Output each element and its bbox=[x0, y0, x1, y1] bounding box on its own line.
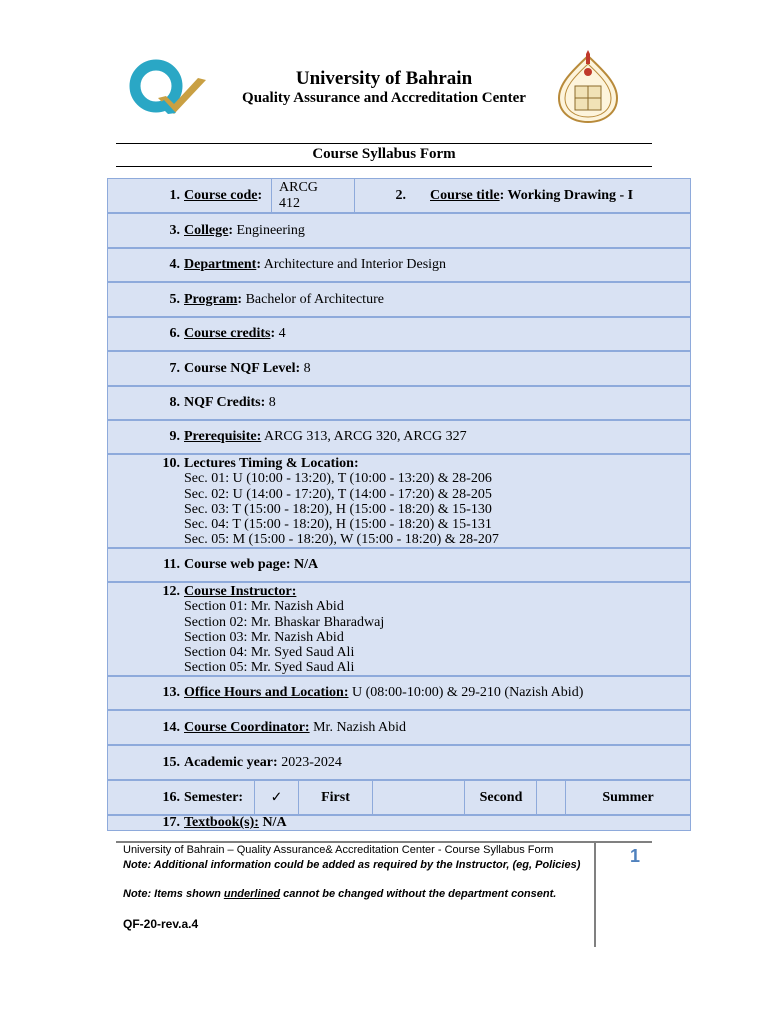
row-department: 4. Department: Architecture and Interior Design bbox=[107, 248, 691, 282]
college-label: College bbox=[184, 222, 229, 238]
university-name: University of Bahrain bbox=[295, 68, 473, 89]
row-office-hours: 13. Office Hours and Location: U (08:00-10:00) & 29-210 (Nazish Abid) bbox=[107, 676, 691, 710]
prerequisite-label: Prerequisite: bbox=[184, 429, 262, 444]
row-college: 3. College: Engineering bbox=[107, 213, 691, 248]
semester-label: Semester: bbox=[184, 789, 244, 805]
semester-summer-checkbox[interactable] bbox=[536, 781, 566, 814]
row-credits: 6. Course credits: 4 bbox=[107, 317, 691, 351]
row-semester: 16. Semester: ✓ First Second Summer bbox=[107, 780, 691, 815]
page-number: 1 bbox=[630, 846, 641, 866]
instructor-line: Section 05: Mr. Syed Saud Ali bbox=[184, 660, 355, 676]
row-number: 2. bbox=[395, 187, 406, 203]
center-name: Quality Assurance and Accreditation Center bbox=[242, 90, 526, 106]
instructor-label: Course Instructor: bbox=[184, 584, 297, 599]
title-top-rule bbox=[116, 143, 652, 144]
nqf-credits-value: 8 bbox=[265, 395, 276, 410]
title-bottom-rule bbox=[116, 166, 652, 167]
semester-summer-label: Summer bbox=[602, 789, 654, 805]
textbook-label: Textbook(s): bbox=[184, 815, 259, 830]
row-web-page: 11. Course web page: N/A bbox=[107, 548, 691, 582]
row-nqf-credits: 8. NQF Credits: 8 bbox=[107, 386, 691, 420]
instructor-line: Section 01: Mr. Nazish Abid bbox=[184, 599, 344, 615]
footer-rule bbox=[116, 841, 652, 843]
nqf-level-value: 8 bbox=[300, 360, 311, 376]
academic-year-label: Academic year: bbox=[184, 754, 278, 770]
row-academic-year: 15. Academic year: 2023-2024 bbox=[107, 745, 691, 780]
program-value: Bachelor of Architecture bbox=[242, 291, 384, 307]
instructor-line: Section 03: Mr. Nazish Abid bbox=[184, 629, 344, 645]
department-value: Architecture and Interior Design bbox=[260, 257, 447, 272]
footer-title: University of Bahrain – Quality Assurance& Accreditation Center - Course Syllabus Form bbox=[123, 844, 554, 856]
check-icon: ✓ bbox=[270, 790, 283, 805]
row-instructor: 12. Course Instructor: Section 01: Mr. Nazish Abid Section 02: Mr. Bhaskar Bharadwaj Section 03: Mr. Nazish Abid Section 04: Mr. Syed Saud Ali Section 05: Mr. Syed Saud Ali bbox=[107, 582, 691, 676]
footer-divider bbox=[594, 841, 596, 947]
row-lecture-timing: 10. Lectures Timing & Location: Sec. 01: U (10:00 - 13:20), T (10:00 - 13:20) & 28-206 Sec. 02: U (14:00 - 17:20), T (14:00 - 17:20) & 28-205 Sec. 03: T (15:00 - 18:20), H (15:00 - 18:20) & 15-130 Sec. 04: T (15:00 - 18:20), H (15:00 - 18:20) & 15-131 Sec. 05: M (15:00 - 18:20), W (15:00 - 18:20) & 28-207 bbox=[107, 454, 691, 548]
row-program: 5. Program: Bachelor of Architecture bbox=[107, 282, 691, 317]
nqf-credits-label: NQF Credits: bbox=[184, 395, 266, 410]
semester-first-checkbox[interactable] bbox=[254, 781, 298, 814]
instructor-line: Section 02: Mr. Bhaskar Bharadwaj bbox=[184, 614, 385, 630]
timing-label: Lectures Timing & Location: bbox=[184, 456, 359, 471]
row-number: 1. bbox=[169, 187, 180, 203]
academic-year-value: 2023-2024 bbox=[277, 754, 342, 770]
instructor-line: Section 04: Mr. Syed Saud Ali bbox=[184, 645, 355, 661]
department-label: Department bbox=[184, 257, 257, 272]
form-code: QF-20-rev.a.4 bbox=[123, 917, 199, 931]
prerequisite-value: ARCG 313, ARCG 320, ARCG 327 bbox=[261, 429, 467, 444]
timing-line: Sec. 01: U (10:00 - 13:20), T (10:00 - 13:20) & 28-206 bbox=[184, 471, 492, 487]
row-nqf-level: 7. Course NQF Level: 8 bbox=[107, 351, 691, 386]
program-label: Program bbox=[184, 291, 238, 307]
row-course-code-title: 1. Course code: ARCG 412 2. Course title: Working Drawing - I bbox=[107, 178, 691, 213]
coordinator-value: Mr. Nazish Abid bbox=[309, 719, 407, 735]
web-page-label: Course web page: N/A bbox=[184, 557, 319, 572]
office-hours-label: Office Hours and Location: bbox=[184, 685, 349, 700]
footer-note-1: Note: Additional information could be added as required by the Instructor, (eg, Policies) bbox=[123, 859, 581, 871]
nqf-level-label: Course NQF Level: bbox=[184, 360, 301, 376]
credits-value: 4 bbox=[275, 326, 286, 341]
office-hours-value: U (08:00-10:00) & 29-210 (Nazish Abid) bbox=[348, 685, 584, 700]
course-title-label: Course title bbox=[430, 187, 500, 203]
timing-line: Sec. 04: T (15:00 - 18:20), H (15:00 - 18:20) & 15-131 bbox=[184, 517, 492, 533]
semester-second-label: Second bbox=[479, 789, 523, 805]
timing-line: Sec. 03: T (15:00 - 18:20), H (15:00 - 18:20) & 15-130 bbox=[184, 501, 492, 517]
footer-note-2: Note: Items shown underlined cannot be changed without the department consent. bbox=[123, 888, 557, 900]
form-title: Course Syllabus Form bbox=[312, 146, 456, 162]
course-title-value: : Working Drawing - I bbox=[499, 187, 634, 203]
textbook-value: N/A bbox=[258, 815, 287, 830]
row-textbook: 17. Textbook(s): N/A bbox=[107, 815, 691, 831]
course-code-label: Course code bbox=[184, 187, 258, 203]
semester-second-checkbox[interactable] bbox=[372, 781, 464, 814]
timing-line: Sec. 02: U (14:00 - 17:20), T (14:00 - 17:20) & 28-205 bbox=[184, 486, 492, 502]
row-prerequisite: 9. Prerequisite: ARCG 313, ARCG 320, ARCG 327 bbox=[107, 420, 691, 454]
semester-first-label: First bbox=[321, 789, 350, 805]
row-coordinator: 14. Course Coordinator: Mr. Nazish Abid bbox=[107, 710, 691, 745]
college-value: Engineering bbox=[233, 222, 305, 238]
coordinator-label: Course Coordinator: bbox=[184, 719, 310, 735]
credits-label: Course credits bbox=[184, 326, 271, 341]
course-code-value: ARCG 412 bbox=[279, 179, 318, 211]
timing-line: Sec. 05: M (15:00 - 18:20), W (15:00 - 18:20) & 28-207 bbox=[184, 532, 499, 548]
